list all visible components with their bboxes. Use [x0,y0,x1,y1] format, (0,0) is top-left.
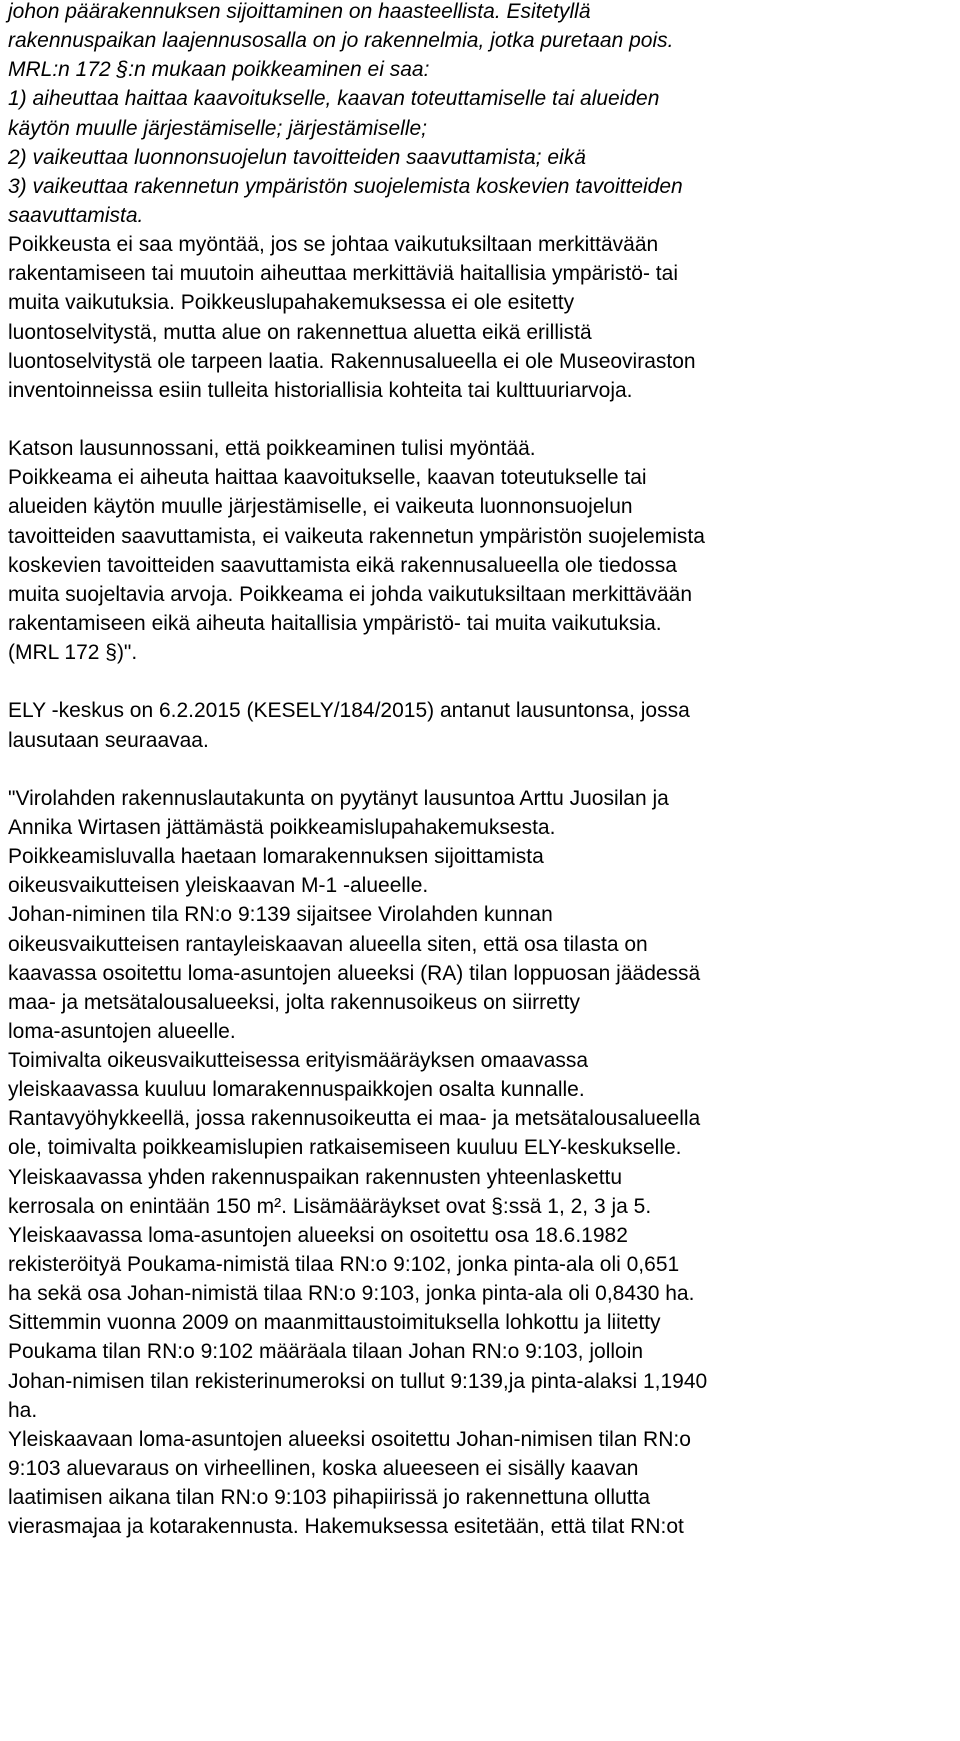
ely-statement-section [8,696,960,754]
text-line: luontoselvitystä ole tarpeen laatia. Rakennusalueella ei ole Museoviraston [8,349,696,373]
text-line: tavoitteiden saavuttamista, ei vaikeuta rakennetun ympäristön suojelemista [8,524,705,548]
text-line: Poikkeama ei aiheuta haittaa kaavoitukselle, kaavan toteutukselle tai [8,466,647,490]
text-line: oikeusvaikutteisen rantayleiskaavan alueella siten, että osa tilasta on [8,932,648,956]
quoted-statement-section [8,784,960,1542]
text-line: rekisteröityä Poukama-nimistä tilaa RN:o 9:102, jonka pinta-ala oli 0,651 [8,1253,680,1277]
text-line: oikeusvaikutteisen yleiskaavan M-1 -alueelle. [8,874,429,898]
text-line: 9:103 aluevaraus on virheellinen, koska alueeseen ei sisälly kaavan [8,1457,639,1481]
text-line: johon päärakennuksen sijoittaminen on haasteellista. Esitetyllä [8,0,591,23]
text-line: Yleiskaavassa yhden rakennuspaikan rakennusten yhteenlaskettu [8,1165,623,1189]
text-line: Sittemmin vuonna 2009 on maanmittaustoimituksella lohkottu ja liitetty [8,1311,661,1335]
text-line: Katson lausunnossani, että poikkeaminen tulisi myöntää. [8,437,536,461]
text-line: ELY -keskus on 6.2.2015 (KESELY/184/2015) antanut lausuntonsa, jossa [8,699,690,723]
paragraph-gap [8,667,960,696]
italic-quoted-section [8,0,960,230]
text-line: kaavassa osoitettu loma-asuntojen alueeksi (RA) tilan loppuosan jäädessä [8,961,701,985]
text-line: Poukama tilan RN:o 9:102 määräala tilaan Johan RN:o 9:103, jolloin [8,1340,644,1364]
text-line: muita vaikutuksia. Poikkeuslupahakemuksessa ei ole esitetty [8,291,575,315]
text-line: 3) vaikeuttaa rakennetun ympäristön suojelemista koskevien tavoitteiden [8,174,683,198]
text-line: loma-asuntojen alueelle. [8,1019,236,1043]
text-line: Rantavyöhykkeellä, jossa rakennusoikeutta ei maa- ja metsätalousalueella [8,1107,701,1131]
text-line: 1) aiheuttaa haittaa kaavoitukselle, kaavan toteuttamiselle tai alueiden [8,87,660,111]
text-line: "Virolahden rakennuslautakunta on pyytänyt lausuntoa Arttu Juosilan ja [8,786,669,810]
text-line: kerrosala on enintään 150 m². Lisämääräykset ovat §:ssä 1, 2, 3 ja 5. [8,1194,652,1218]
text-line: vierasmajaa ja kotarakennusta. Hakemuksessa esitetään, että tilat RN:ot [8,1515,684,1539]
text-line: ha sekä osa Johan-nimistä tilaa RN:o 9:103, jonka pinta-ala oli 0,8430 ha. [8,1282,695,1306]
text-line: Poikkeamisluvalla haetaan lomarakennuksen sijoittamista [8,845,544,869]
text-line: käytön muulle järjestämiselle; järjestämiselle; [8,116,427,140]
text-line: 2) vaikeuttaa luonnonsuojelun tavoitteiden saavuttamista; eikä [8,145,586,169]
text-line: rakennuspaikan laajennusosalla on jo rakennelmia, jotka puretaan pois. [8,29,674,53]
text-line: ole, toimivalta poikkeamislupien ratkaisemiseen kuuluu ELY-keskukselle. [8,1136,682,1160]
text-line: laatimisen aikana tilan RN:o 9:103 pihapiirissä jo rakennettuna ollutta [8,1486,651,1510]
paragraph-gap [8,755,960,784]
opinion-section [8,434,960,667]
text-line: rakentamiseen eikä aiheuta haitallisia ympäristö- tai muita vaikutuksia. [8,611,662,635]
text-line: yleiskaavassa kuuluu lomarakennuspaikkojen osalta kunnalle. [8,1078,585,1102]
text-line: Toimivalta oikeusvaikutteisessa erityismääräyksen omaavassa [8,1049,589,1073]
text-line: maa- ja metsätalousalueeksi, jolta rakennusoikeus on siirretty [8,990,580,1014]
text-line: (MRL 172 §)". [8,641,138,665]
text-line: ha. [8,1398,38,1422]
text-line: Poikkeusta ei saa myöntää, jos se johtaa vaikutuksiltaan merkittävään [8,233,659,257]
text-line: Yleiskaavaan loma-asuntojen alueeksi osoitettu Johan-nimisen tilan RN:o [8,1427,691,1451]
paragraph-gap [8,405,960,434]
text-line: alueiden käytön muulle järjestämiselle, ei vaikeuta luonnonsuojelun [8,495,633,519]
text-line: rakentamiseen tai muutoin aiheuttaa merkittäviä haitallisia ympäristö- tai [8,262,678,286]
text-line: Johan-nimisen tilan rekisterinumeroksi on tullut 9:139,ja pinta-alaksi 1,1940 [8,1369,708,1393]
text-line: MRL:n 172 §:n mukaan poikkeaminen ei saa: [8,58,430,82]
statement-section [8,230,960,405]
text-line: Annika Wirtasen jättämästä poikkeamislupahakemuksesta. [8,815,556,839]
text-line: inventoinneissa esiin tulleita historiallisia kohteita tai kulttuuriarvoja. [8,378,633,402]
text-line: saavuttamista. [8,203,144,227]
text-line: Johan-niminen tila RN:o 9:139 sijaitsee Virolahden kunnan [8,903,553,927]
text-line: lausutaan seuraavaa. [8,728,209,752]
text-line: Yleiskaavassa loma-asuntojen alueeksi on osoitettu osa 18.6.1982 [8,1223,628,1247]
text-line: koskevien tavoitteiden saavuttamista eikä rakennusalueella ole tiedossa [8,553,677,577]
text-line: muita suojeltavia arvoja. Poikkeama ei johda vaikutuksiltaan merkittävään [8,582,693,606]
text-line: luontoselvitystä, mutta alue on rakennettua aluetta eikä erillistä [8,320,592,344]
